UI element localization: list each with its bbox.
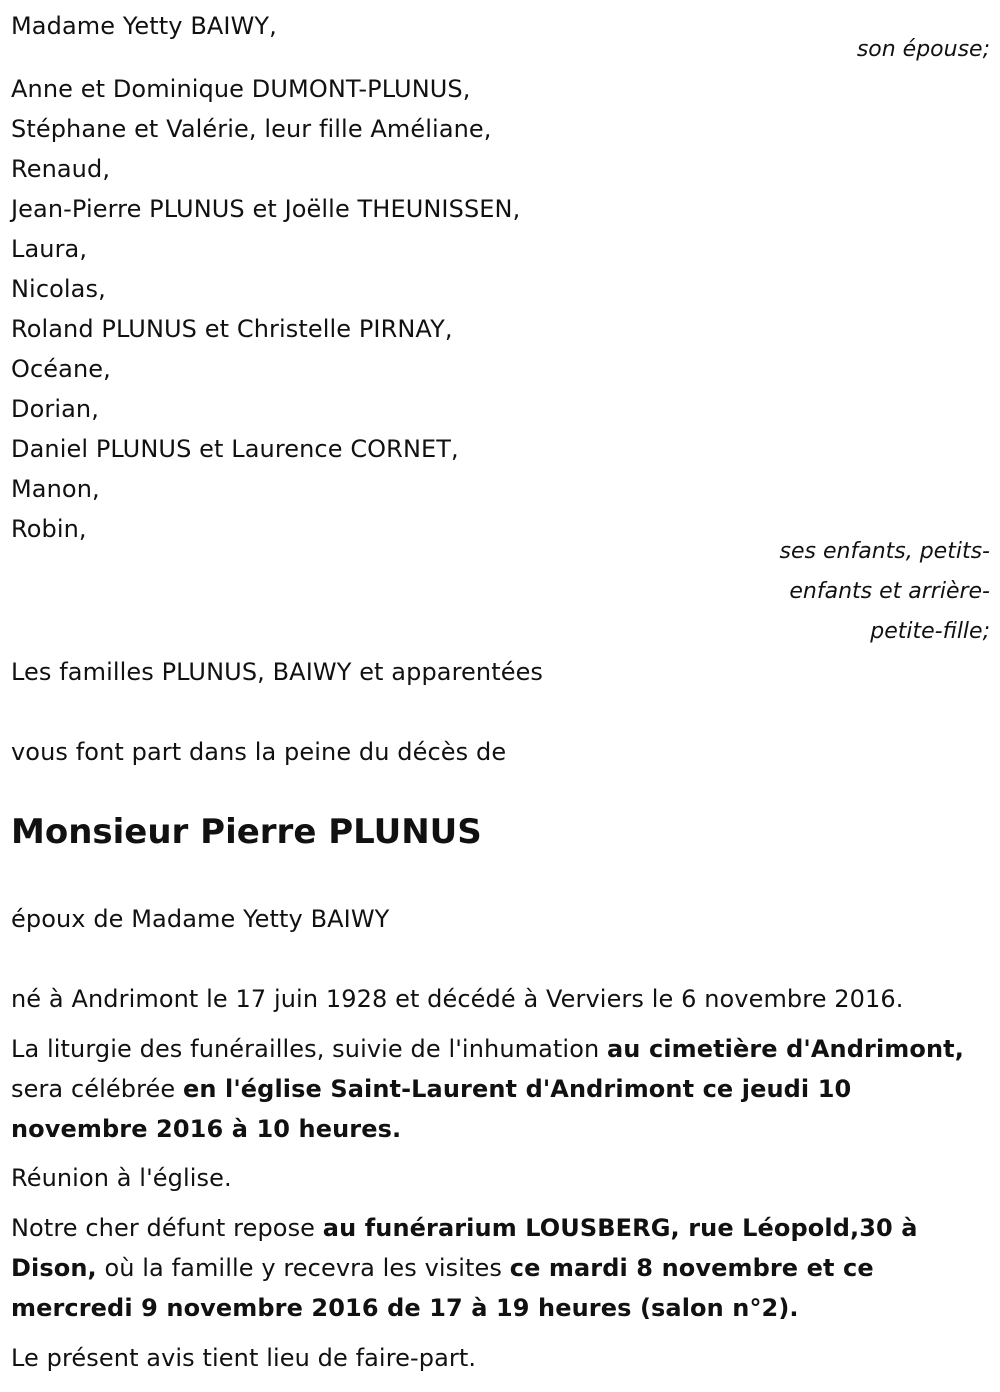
visitation-place: au funérarium LOUSBERG, rue Léopold,30 à Dison, <box>11 1214 918 1282</box>
funeral-cemetery: au cimetière d'Andrimont, <box>607 1035 964 1063</box>
funeral-text: sera célébrée <box>11 1075 184 1103</box>
family-line: Laura, <box>11 235 88 263</box>
closing-line: Le présent avis tient lieu de faire-part. <box>11 1344 477 1372</box>
family-line: Océane, <box>11 355 111 383</box>
announcement-line: vous font part dans la peine du décès de <box>11 738 507 766</box>
family-line: Manon, <box>11 475 100 503</box>
spouse-of-line: époux de Madame Yetty BAIWY <box>11 905 390 933</box>
visitation-times: ce mardi 8 novembre et ce mercredi 9 novembre 2016 de 17 à 19 heures (salon n°2). <box>11 1254 874 1322</box>
visitation-paragraph <box>11 1208 986 1328</box>
funeral-church: en l'église Saint-Laurent d'Andrimont ce jeudi 10 novembre 2016 à 10 heures. <box>11 1075 852 1143</box>
family-line: Nicolas, <box>11 275 106 303</box>
dates-line: né à Andrimont le 17 juin 1928 et décédé à Verviers le 6 novembre 2016. <box>11 985 904 1013</box>
families-line: Les familles PLUNUS, BAIWY et apparentées <box>11 658 544 686</box>
family-line: Anne et Dominique DUMONT-PLUNUS, <box>11 75 471 103</box>
visitation-text: où la famille y recevra les visites <box>96 1254 510 1282</box>
family-role-line: ses enfants, petits- <box>779 539 990 564</box>
family-line: Dorian, <box>11 395 99 423</box>
family-line: Jean-Pierre PLUNUS et Joëlle THEUNISSEN, <box>11 195 521 223</box>
family-line: Daniel PLUNUS et Laurence CORNET, <box>11 435 459 463</box>
funeral-paragraph <box>11 1029 986 1149</box>
reunion-line: Réunion à l'église. <box>11 1164 232 1192</box>
family-role-line: petite-fille; <box>870 619 990 644</box>
spouse-line: Madame Yetty BAIWY, <box>11 12 277 40</box>
family-line: Renaud, <box>11 155 111 183</box>
visitation-text: Notre cher défunt repose <box>11 1214 323 1242</box>
family-line: Stéphane et Valérie, leur fille Améliane, <box>11 115 492 143</box>
funeral-text: La liturgie des funérailles, suivie de l'inhumation <box>11 1035 608 1063</box>
family-role-line: enfants et arrière- <box>789 579 990 604</box>
spouse-role: son épouse; <box>856 37 990 62</box>
family-line: Roland PLUNUS et Christelle PIRNAY, <box>11 315 453 343</box>
family-line: Robin, <box>11 515 87 543</box>
deceased-name: Monsieur Pierre PLUNUS <box>11 812 482 852</box>
